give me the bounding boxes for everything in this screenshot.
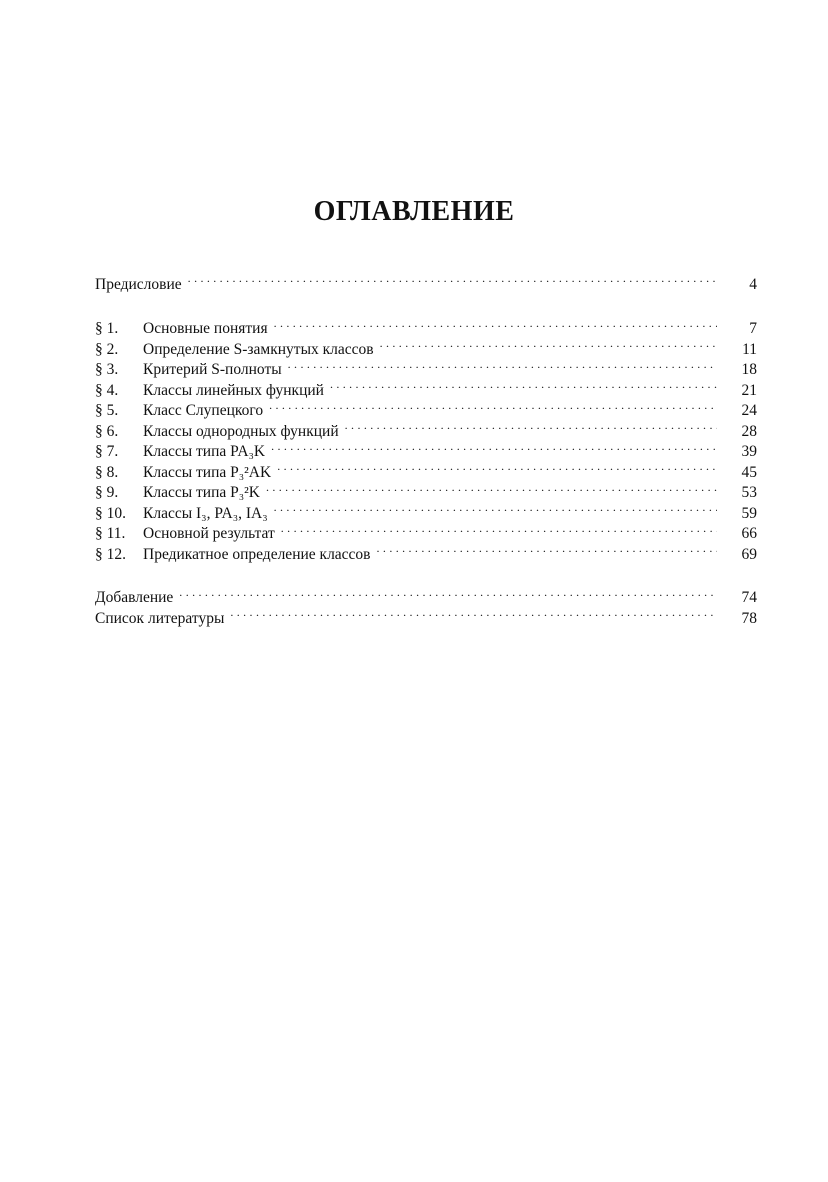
toc-entry-page: 45	[741, 463, 757, 481]
toc-entry-label: Классы I₃, PA₃, IA₃	[143, 504, 268, 522]
dot-leader	[274, 313, 717, 334]
dot-leader	[380, 333, 717, 354]
toc-entry-number: § 9.	[95, 484, 119, 501]
dot-leader	[288, 354, 717, 375]
dot-leader	[281, 518, 717, 539]
toc-entry-label: Класс Слупецкого	[143, 402, 264, 419]
toc-entry-page: 78	[741, 609, 757, 627]
toc-entry-label: Добавление	[95, 589, 174, 606]
toc-entry-number: § 3.	[95, 361, 119, 378]
dot-leader	[345, 415, 717, 436]
toc-entry-label: Предисловие	[95, 275, 182, 293]
toc-entry-number: § 7.	[95, 443, 119, 460]
toc-entry-page: 4	[749, 275, 757, 293]
dot-leader	[230, 602, 717, 623]
toc-entry-section[interactable]	[95, 313, 757, 337]
toc-entry-label: Основные понятия	[143, 320, 268, 337]
table-of-contents	[95, 268, 757, 627]
toc-entry-number: § 6.	[95, 422, 119, 440]
toc-entry-page: 18	[741, 361, 757, 378]
dot-leader	[377, 538, 717, 559]
toc-entry-page: 59	[741, 504, 757, 522]
toc-entry-number: § 1.	[95, 320, 119, 337]
dot-leader	[266, 477, 717, 498]
toc-entry-label: Классы типа PA₃K	[143, 443, 266, 460]
toc-entry-number: § 5.	[95, 402, 119, 419]
toc-entry-page: 74	[741, 589, 757, 606]
dot-leader	[330, 374, 717, 395]
toc-entry-number: § 12.	[95, 545, 126, 563]
toc-entry-label: Основной результат	[143, 525, 275, 542]
toc-entry-label: Определение S-замкнутых классов	[143, 340, 374, 358]
toc-entry-references[interactable]	[95, 602, 757, 627]
toc-entry-page: 53	[741, 484, 757, 501]
dot-leader	[271, 436, 717, 457]
toc-sections	[95, 313, 757, 563]
toc-entry-preface[interactable]	[95, 268, 757, 293]
toc-entry-label: Список литературы	[95, 609, 225, 627]
page-title: ОГЛАВЛЕНИЕ	[313, 196, 515, 227]
toc-entry-label: Классы однородных функций	[143, 422, 339, 440]
toc-entry-label: Предикатное определение классов	[143, 545, 371, 563]
dot-leader	[179, 582, 717, 603]
toc-entry-number: § 11.	[95, 525, 126, 542]
toc-entry-label: Критерий S-полноты	[143, 361, 282, 378]
toc-entry-page: 66	[741, 525, 757, 542]
toc-entry-page: 7	[749, 320, 757, 337]
toc-entry-label: Классы линейных функций	[143, 381, 324, 399]
dot-leader	[269, 395, 717, 416]
toc-entry-page: 21	[741, 381, 757, 399]
dot-leader	[274, 497, 717, 518]
toc-entry-page: 24	[741, 402, 757, 419]
toc-entry-appendix[interactable]	[95, 582, 757, 606]
toc-entry-number: § 4.	[95, 381, 119, 399]
toc-entry-number: § 10.	[95, 504, 126, 522]
toc-entry-number: § 8.	[95, 463, 119, 481]
toc-entry-page: 11	[742, 340, 757, 358]
dot-leader	[277, 456, 717, 477]
toc-entry-label: Классы типа P₃²K	[143, 484, 260, 501]
toc-entry-page: 39	[741, 443, 757, 460]
toc-entry-number: § 2.	[95, 340, 119, 358]
dot-leader	[188, 268, 717, 289]
toc-entry-label: Классы типа P₃²AK	[143, 463, 272, 481]
toc-entry-page: 69	[741, 545, 757, 563]
toc-entry-page: 28	[741, 422, 757, 440]
